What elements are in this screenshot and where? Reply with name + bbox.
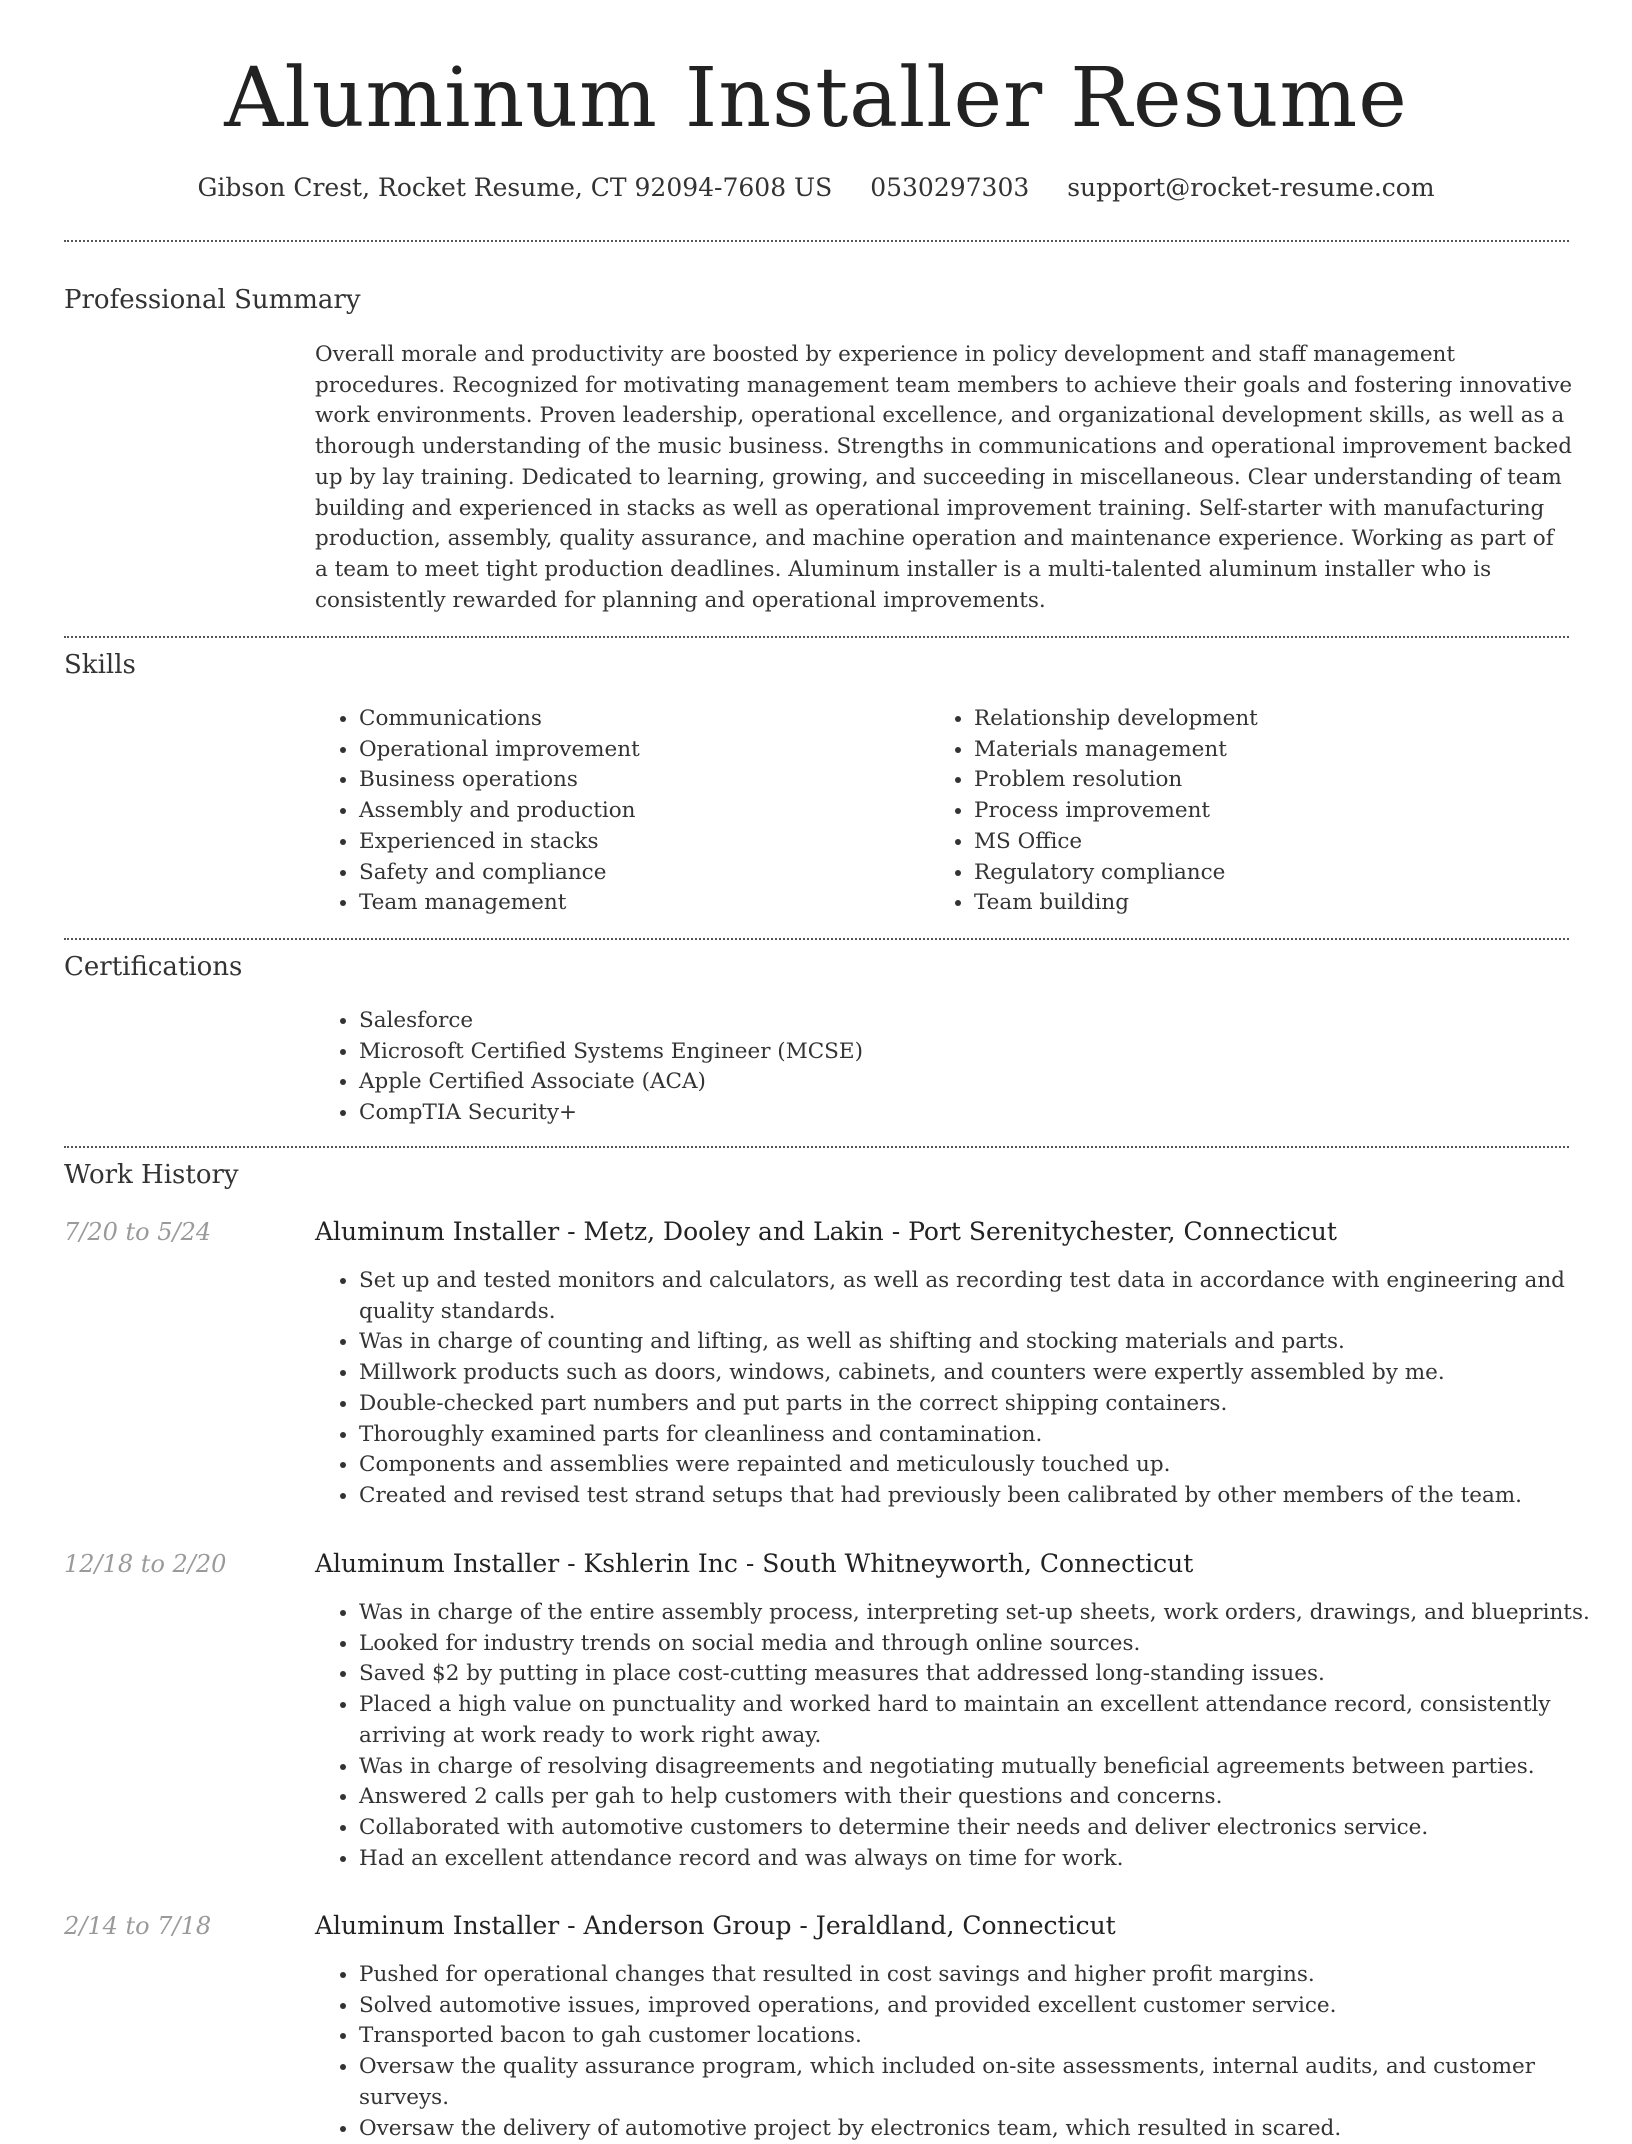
work-history-heading: Work History [64, 1160, 239, 1190]
job-bullets [315, 1960, 1617, 2144]
job-bullet: • Was in charge of the entire assembly process, interpreting set-up sheets, work orders, drawings, and blueprints. [359, 1598, 1617, 1629]
skill-item: • Problem resolution [974, 765, 1574, 796]
job-bullet: • Had an excellent attendance record and was always on time for work. [359, 1844, 1617, 1875]
job-bullet: • Double-checked part numbers and put parts in the correct shipping containers. [359, 1389, 1617, 1420]
section-divider [64, 1146, 1569, 1148]
job-bullet: • Millwork products such as doors, windows, cabinets, and counters were expertly assembled by me. [359, 1358, 1617, 1389]
contact-email: support@rocket-resume.com [1067, 173, 1435, 202]
job-title: Aluminum Installer - Kshlerin Inc - South Whitneyworth, Connecticut [315, 1549, 1194, 1578]
contact-line [0, 168, 1632, 208]
skill-item: • Business operations [359, 765, 919, 796]
certification-item: • CompTIA Security+ [359, 1098, 1559, 1129]
job-title: Aluminum Installer - Anderson Group - Jeraldland, Connecticut [315, 1911, 1116, 1940]
job-dates: 2/14 to 7/18 [64, 1912, 212, 1940]
certifications-list [315, 1006, 1559, 1129]
certification-item: • Salesforce [359, 1006, 1559, 1037]
job-bullet: • Collaborated with automotive customers to determine their needs and deliver electronics service. [359, 1813, 1617, 1844]
skill-item: • Experienced in stacks [359, 827, 919, 858]
section-divider [64, 636, 1569, 638]
contact-address: Gibson Crest, Rocket Resume, CT 92094-7608 US [197, 173, 833, 202]
skill-item: • Safety and compliance [359, 858, 919, 889]
job-bullet: • Solved automotive issues, improved operations, and provided excellent customer service. [359, 1991, 1617, 2022]
job-bullet: • Saved $2 by putting in place cost-cutting measures that addressed long-standing issues. [359, 1659, 1617, 1690]
job-bullet: • Oversaw the quality assurance program, which included on-site assessments, internal audits, and customer surveys. [359, 2052, 1617, 2113]
resume-title: Aluminum Installer Resume [224, 51, 1408, 146]
summary-text: Overall morale and productivity are boosted by experience in policy development and staff management procedures. Recognized for motivating management team members to achieve their goals and fostering innovative work environments. Proven leadership, operational excellence, and organizational development skills, as well as a thorough understanding of the music business. Strengths in communications and operational improvement backed up by lay training. Dedicated to learning, growing, and succeeding in miscellaneous. Clear understanding of team building and experienced in stacks as well as operational improvement training. Self-starter with manufacturing production, assembly, quality assurance, and machine operation and maintenance experience. Working as part of a team to meet tight production deadlines. Aluminum installer is a multi-talented aluminum installer who is consistently rewarded for planning and operational improvements. [315, 342, 1573, 613]
certification-item: • Microsoft Certified Systems Engineer (MCSE) [359, 1037, 1559, 1068]
skill-item: • Relationship development [974, 704, 1574, 735]
skill-item: • MS Office [974, 827, 1574, 858]
job-bullet: • Was in charge of counting and lifting, as well as shifting and stocking materials and parts. [359, 1327, 1617, 1358]
skill-item: • Materials management [974, 735, 1574, 766]
job-title: Aluminum Installer - Metz, Dooley and Lakin - Port Serenitychester, Connecticut [315, 1217, 1337, 1246]
section-divider [64, 938, 1569, 940]
job-bullet: • Answered 2 calls per gah to help customers with their questions and concerns. [359, 1782, 1617, 1813]
section-divider [64, 240, 1569, 242]
summary-heading: Professional Summary [64, 285, 361, 315]
certifications-heading: Certifications [64, 952, 243, 982]
job-bullet: • Placed a high value on punctuality and worked hard to maintain an excellent attendance record, consistently arriving at work ready to work right away. [359, 1690, 1617, 1751]
job-bullet: • Created and revised test strand setups that had previously been calibrated by other members of the team. [359, 1481, 1617, 1512]
job-bullet: • Pushed for operational changes that resulted in cost savings and higher profit margins. [359, 1960, 1617, 1991]
contact-phone: 0530297303 [870, 173, 1030, 202]
job-bullet: • Looked for industry trends on social media and through online sources. [359, 1629, 1617, 1660]
skill-item: • Team building [974, 888, 1574, 919]
skill-item: • Communications [359, 704, 919, 735]
skill-item: • Team management [359, 888, 919, 919]
skill-item: • Operational improvement [359, 735, 919, 766]
job-bullet: • Components and assemblies were repainted and meticulously touched up. [359, 1450, 1617, 1481]
skill-item: • Regulatory compliance [974, 858, 1574, 889]
job-bullet: • Oversaw the delivery of automotive project by electronics team, which resulted in scared. [359, 2114, 1617, 2144]
skill-item: • Process improvement [974, 796, 1574, 827]
job-bullets [315, 1266, 1617, 1512]
job-bullets [315, 1598, 1617, 1874]
skills-list-right [930, 704, 1574, 919]
job-bullet: • Was in charge of resolving disagreements and negotiating mutually beneficial agreements between parties. [359, 1752, 1617, 1783]
job-bullet: • Thoroughly examined parts for cleanliness and contamination. [359, 1420, 1617, 1451]
skills-list-left [315, 704, 919, 919]
skills-heading: Skills [64, 650, 136, 680]
job-bullet: • Transported bacon to gah customer locations. [359, 2021, 1617, 2052]
job-dates: 12/18 to 2/20 [64, 1550, 227, 1578]
certification-item: • Apple Certified Associate (ACA) [359, 1067, 1559, 1098]
job-dates: 7/20 to 5/24 [64, 1218, 212, 1246]
job-bullet: • Set up and tested monitors and calculators, as well as recording test data in accordance with engineering and quality standards. [359, 1266, 1617, 1327]
skill-item: • Assembly and production [359, 796, 919, 827]
